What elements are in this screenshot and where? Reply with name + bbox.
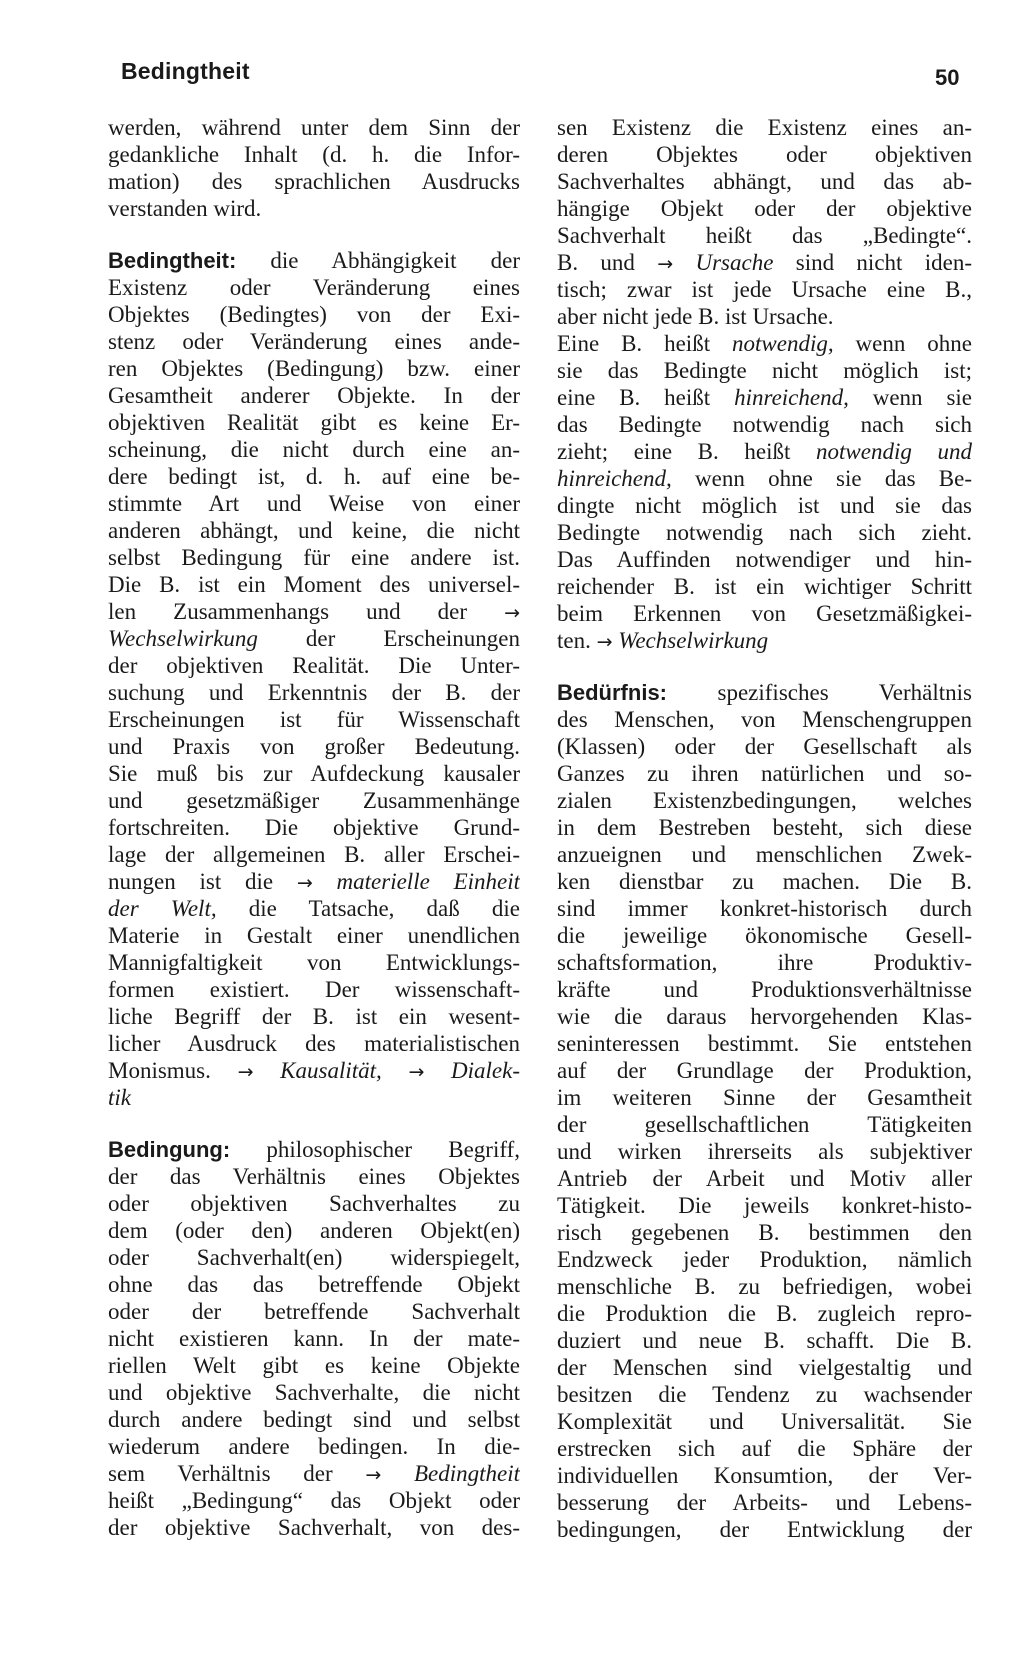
text-run: Erscheinungen ist für Wissenschaft (108, 707, 520, 732)
text-run: wenn ohne (833, 331, 972, 356)
text-line (108, 1514, 520, 1541)
text-line (108, 841, 520, 868)
text-run: hängige Objekt oder der objektive (557, 196, 972, 221)
text-line (108, 328, 520, 355)
text-line (557, 249, 972, 276)
text-run: die Produktion die B. zugleich repro- (557, 1301, 972, 1326)
text-run: zieht; eine B. heißt (557, 439, 817, 464)
text-run: ken dienstbar zu machen. Die B. (557, 869, 972, 894)
text-run: formen existiert. Der wissenschaft- (108, 977, 520, 1002)
text-line (108, 544, 520, 571)
text-run: objektiven Realität gibt es keine Er- (108, 410, 520, 435)
text-run: riellen Welt gibt es keine Objekte (108, 1353, 520, 1378)
text-line (557, 1381, 972, 1408)
text-line (557, 1057, 972, 1084)
text-line (557, 114, 972, 141)
text-run: wenn sie (848, 385, 972, 410)
arrow-icon: → (504, 602, 520, 624)
text-line (108, 1298, 520, 1325)
text-run: die jeweilige ökonomische Gesell- (557, 923, 972, 948)
text-run: der gesellschaftlichen Tätigkeiten (557, 1112, 972, 1137)
text-run: und objektive Sachverhalte, die nicht (108, 1380, 520, 1405)
text-line (557, 814, 972, 841)
text-run: wie die daraus hervorgehenden Klas- (557, 1004, 972, 1029)
text-run: menschliche B. zu befriedigen, wobei (557, 1274, 972, 1299)
text-run: sind nicht iden- (773, 250, 972, 275)
text-line (108, 463, 520, 490)
text-run: liche Begriff der B. ist ein wesent- (108, 1004, 520, 1029)
text-run: die Tatsache, daß die (216, 896, 520, 921)
text-line (557, 168, 972, 195)
arrow-icon: → (365, 1464, 382, 1486)
text-run: ohne das das betreffende Objekt (108, 1272, 520, 1297)
text-line (108, 625, 520, 652)
text-run: stimmte Art und Weise von einer (108, 491, 520, 516)
text-run: der objektive Sachverhalt, von des- (108, 1515, 520, 1540)
text-line (108, 517, 520, 544)
text-line (557, 1003, 972, 1030)
paragraph-gap (108, 222, 520, 247)
text-run: dem (oder den) anderen Objekt(en) (108, 1218, 520, 1243)
text-run: duziert und neue B. schafft. Die B. (557, 1328, 972, 1353)
arrow-icon: → (408, 1061, 425, 1083)
text-line (108, 1057, 520, 1084)
arrow-icon: → (237, 1061, 254, 1083)
text-run: len Zusammenhangs und der (108, 599, 505, 624)
text-run: der Erscheinungen (257, 626, 520, 651)
text-line (557, 976, 972, 1003)
text-run: oder der betreffende Sachverhalt (108, 1299, 520, 1324)
text-run: risch gegebenen B. bestimmen den (557, 1220, 972, 1245)
text-line (108, 706, 520, 733)
text-run: die Abhängigkeit der (236, 248, 520, 273)
paragraph-gap (557, 654, 972, 679)
text-line (557, 1354, 972, 1381)
text-line (557, 141, 972, 168)
text-run: Objektes (Bedingtes) von der Exi- (108, 302, 520, 327)
text-line (557, 411, 972, 438)
text-line (108, 868, 520, 895)
text-run: scheinung, die nicht durch eine an- (108, 437, 520, 462)
text-run: tisch; zwar ist jede Ursache eine B., (557, 277, 972, 302)
text-line (557, 1111, 972, 1138)
cross-reference: materielle Einheit (312, 869, 520, 894)
text-run: der das Verhältnis eines Objektes (108, 1164, 520, 1189)
text-line (108, 733, 520, 760)
text-run: Mannigfaltigkeit von Entwicklungs- (108, 950, 520, 975)
text-line (557, 222, 972, 249)
text-line (108, 895, 520, 922)
text-run: der objektiven Realität. Die Unter- (108, 653, 520, 678)
text-line (108, 1325, 520, 1352)
text-line (108, 1460, 520, 1487)
text-line (108, 1217, 520, 1244)
text-run: reichender B. ist ein wichtiger Schritt (557, 574, 972, 599)
text-run: spezifisches Verhältnis (667, 680, 972, 705)
text-run: das Bedingte notwendig nach sich (557, 412, 972, 437)
text-line (557, 1462, 972, 1489)
text-run: eine B. heißt (557, 385, 735, 410)
text-run: wenn ohne sie das Be- (671, 466, 972, 491)
text-run: mation) des sprachlichen Ausdrucks (108, 169, 520, 194)
text-line (557, 357, 972, 384)
text-line (108, 814, 520, 841)
text-line (108, 1433, 520, 1460)
text-run: Tätigkeit. Die jeweils konkret-histo- (557, 1193, 972, 1218)
arrow-icon: → (296, 872, 313, 894)
text-run: besitzen die Tendenz zu wachsender (557, 1382, 972, 1407)
entry-keyword: Bedingtheit: (108, 248, 237, 273)
text-line (108, 598, 520, 625)
text-line (108, 1136, 520, 1163)
text-line (557, 949, 972, 976)
text-run: anderen abhängt, und keine, die nicht (108, 518, 520, 543)
text-line (557, 330, 972, 357)
text-line (108, 949, 520, 976)
text-line (557, 600, 972, 627)
text-line (108, 976, 520, 1003)
text-run: Ganzes zu ihren natürlichen und so- (557, 761, 972, 786)
text-run: Existenz oder Veränderung eines (108, 275, 520, 300)
text-run: selbst Bedingung für eine andere ist. (108, 545, 520, 570)
text-run: Antrieb der Arbeit und Motiv aller (557, 1166, 972, 1191)
paragraph-gap (108, 1111, 520, 1136)
text-line (557, 679, 972, 706)
text-run: beim Erkennen von Gesetzmäßigkei- (557, 601, 972, 626)
text-run: Bedingte notwendig nach sich zieht. (557, 520, 972, 545)
text-run: Sachverhalt heißt das „Bedingte“. (557, 223, 972, 248)
text-line (108, 247, 520, 274)
text-line (557, 787, 972, 814)
cross-reference: Dialek- (424, 1058, 520, 1083)
text-run: schaftsformation, ihre Produktiv- (557, 950, 972, 975)
text-line (557, 1516, 972, 1543)
text-run: der Menschen sind vielgestaltig und (557, 1355, 972, 1380)
running-head: Bedingtheit (121, 58, 250, 84)
text-line (557, 1030, 972, 1057)
text-run: lage der allgemeinen B. aller Erschei- (108, 842, 520, 867)
text-line (557, 1165, 972, 1192)
text-run: nungen ist die (108, 869, 297, 894)
text-line (108, 571, 520, 598)
text-line (557, 1489, 972, 1516)
text-run: suchung und Erkenntnis der B. der (108, 680, 520, 705)
text-line (557, 1084, 972, 1111)
text-line (557, 1300, 972, 1327)
text-line (108, 382, 520, 409)
text-line (557, 760, 972, 787)
text-run: durch andere bedingt sind und selbst (108, 1407, 520, 1432)
entry-keyword: Bedingung: (108, 1137, 231, 1162)
text-run: gedankliche Inhalt (d. h. die Infor- (108, 142, 520, 167)
text-run: sie das Bedingte nicht möglich ist; (557, 358, 972, 383)
text-line (108, 1406, 520, 1433)
cross-reference: Kausalität, (253, 1058, 409, 1083)
entry-keyword: Bedürfnis: (557, 680, 667, 705)
text-line (557, 733, 972, 760)
text-run: wiederum andere bedingen. In die- (108, 1434, 520, 1459)
text-line (557, 492, 972, 519)
text-line (557, 1138, 972, 1165)
text-line (557, 922, 972, 949)
text-run: bedingungen, der Entwicklung der (557, 1517, 972, 1542)
text-run: und Praxis von großer Bedeutung. (108, 734, 520, 759)
text-line (108, 490, 520, 517)
cross-reference: tik (108, 1085, 131, 1110)
text-line (108, 436, 520, 463)
text-run: Komplexität und Universalität. Sie (557, 1409, 972, 1434)
text-line (557, 1219, 972, 1246)
text-line (557, 384, 972, 411)
text-run: und wirken ihrerseits als subjektiver (557, 1139, 972, 1164)
cross-reference: notwendig, (732, 331, 834, 356)
text-run: B. und (557, 250, 658, 275)
text-run: verstanden wird. (108, 196, 262, 221)
text-line (108, 409, 520, 436)
text-run: Die B. ist ein Moment des universel- (108, 572, 520, 597)
text-line (108, 1487, 520, 1514)
text-run: aber nicht jede B. ist Ursache. (557, 304, 834, 329)
text-line (557, 1408, 972, 1435)
text-run: individuellen Konsumtion, der Ver- (557, 1463, 972, 1488)
page-number: 50 (935, 65, 960, 90)
text-run: heißt „Bedingung“ das Objekt oder (108, 1488, 520, 1513)
text-line (108, 760, 520, 787)
text-line (557, 195, 972, 222)
text-line (108, 301, 520, 328)
text-run: Monismus. (108, 1058, 238, 1083)
text-run: und gesetzmäßiger Zusammenhänge (108, 788, 520, 813)
text-line (557, 1273, 972, 1300)
text-run: Materie in Gestalt einer unendlichen (108, 923, 520, 948)
text-run: Sie muß bis zur Aufdeckung kausaler (108, 761, 520, 786)
text-line (108, 114, 520, 141)
text-line (108, 195, 520, 222)
text-run: kräfte und Produktionsverhältnisse (557, 977, 972, 1002)
text-run: Das Auffinden notwendiger und hin- (557, 547, 972, 572)
text-line (557, 1192, 972, 1219)
text-run: Sachverhaltes abhängt, und das ab- (557, 169, 972, 194)
text-line (557, 706, 972, 733)
cross-reference: Wechselwirkung (108, 626, 258, 651)
text-run: deren Objektes oder objektiven (557, 142, 972, 167)
text-line (108, 1084, 520, 1111)
text-run: Eine B. heißt (557, 331, 733, 356)
text-line (108, 652, 520, 679)
text-line (557, 546, 972, 573)
text-line (557, 438, 972, 465)
text-line (557, 573, 972, 600)
text-line (557, 627, 972, 654)
text-line (108, 922, 520, 949)
text-line (108, 787, 520, 814)
cross-reference: notwendig und (816, 439, 972, 464)
text-run: licher Ausdruck des materialistischen (108, 1031, 520, 1056)
arrow-icon: → (596, 631, 613, 653)
text-run: stenz oder Veränderung eines ande- (108, 329, 520, 354)
text-line (557, 519, 972, 546)
text-run: im weiteren Sinne der Gesamtheit (557, 1085, 972, 1110)
text-line (557, 1327, 972, 1354)
cross-reference: hinreichend, (557, 466, 672, 491)
text-run: (Klassen) oder der Gesellschaft als (557, 734, 972, 759)
text-line (557, 895, 972, 922)
text-run: Gesamtheit anderer Objekte. In der (108, 383, 520, 408)
text-run: philosophischer Begriff, (230, 1137, 520, 1162)
text-run: nicht existieren kann. In der mate- (108, 1326, 520, 1351)
text-run: fortschreiten. Die objektive Grund- (108, 815, 520, 840)
text-line (557, 868, 972, 895)
text-line (108, 141, 520, 168)
text-run: oder Sachverhalt(en) widerspiegelt, (108, 1245, 520, 1270)
text-run: dingte nicht möglich ist und sie das (557, 493, 972, 518)
text-run: sem Verhältnis der (108, 1461, 366, 1486)
text-run: des Menschen, von Menschengruppen (557, 707, 972, 732)
cross-reference: Wechselwirkung (612, 628, 769, 653)
text-line (108, 1003, 520, 1030)
text-line (557, 303, 972, 330)
text-line (108, 274, 520, 301)
arrow-icon: → (657, 253, 674, 275)
right-column (557, 114, 972, 1543)
text-line (557, 276, 972, 303)
text-line (557, 465, 972, 492)
text-run: besserung der Arbeits- und Lebens- (557, 1490, 972, 1515)
cross-reference: der Welt, (108, 896, 217, 921)
text-line (108, 168, 520, 195)
text-line (108, 679, 520, 706)
text-line (108, 1379, 520, 1406)
text-line (557, 841, 972, 868)
text-line (108, 1244, 520, 1271)
text-line (108, 1271, 520, 1298)
text-line (108, 1352, 520, 1379)
text-run: Endzweck jeder Produktion, nämlich (557, 1247, 972, 1272)
left-column (108, 114, 520, 1541)
text-line (557, 1246, 972, 1273)
text-run: auf der Grundlage der Produktion, (557, 1058, 972, 1083)
text-run: ren Objektes (Bedingung) bzw. einer (108, 356, 520, 381)
text-run: dere bedingt ist, d. h. auf eine be- (108, 464, 520, 489)
text-line (108, 1163, 520, 1190)
text-line (557, 1435, 972, 1462)
text-run: anzueignen und menschlichen Zwek- (557, 842, 972, 867)
text-line (108, 355, 520, 382)
text-line (108, 1030, 520, 1057)
text-run: oder objektiven Sachverhaltes zu (108, 1191, 520, 1216)
text-run: sen Existenz die Existenz eines an- (557, 115, 972, 140)
cross-reference: Bedingtheit (381, 1461, 520, 1486)
text-run: sind immer konkret-historisch durch (557, 896, 972, 921)
text-line (108, 1190, 520, 1217)
text-run: seninteressen bestimmt. Sie entstehen (557, 1031, 972, 1056)
text-run: zialen Existenzbedingungen, welches (557, 788, 972, 813)
text-run: werden, während unter dem Sinn der (108, 115, 520, 140)
text-run: in dem Bestreben besteht, sich diese (557, 815, 972, 840)
cross-reference: Ursache (673, 250, 774, 275)
cross-reference: hinreichend, (734, 385, 849, 410)
text-run: ten. (557, 628, 597, 653)
text-run: erstrecken sich auf die Sphäre der (557, 1436, 972, 1461)
